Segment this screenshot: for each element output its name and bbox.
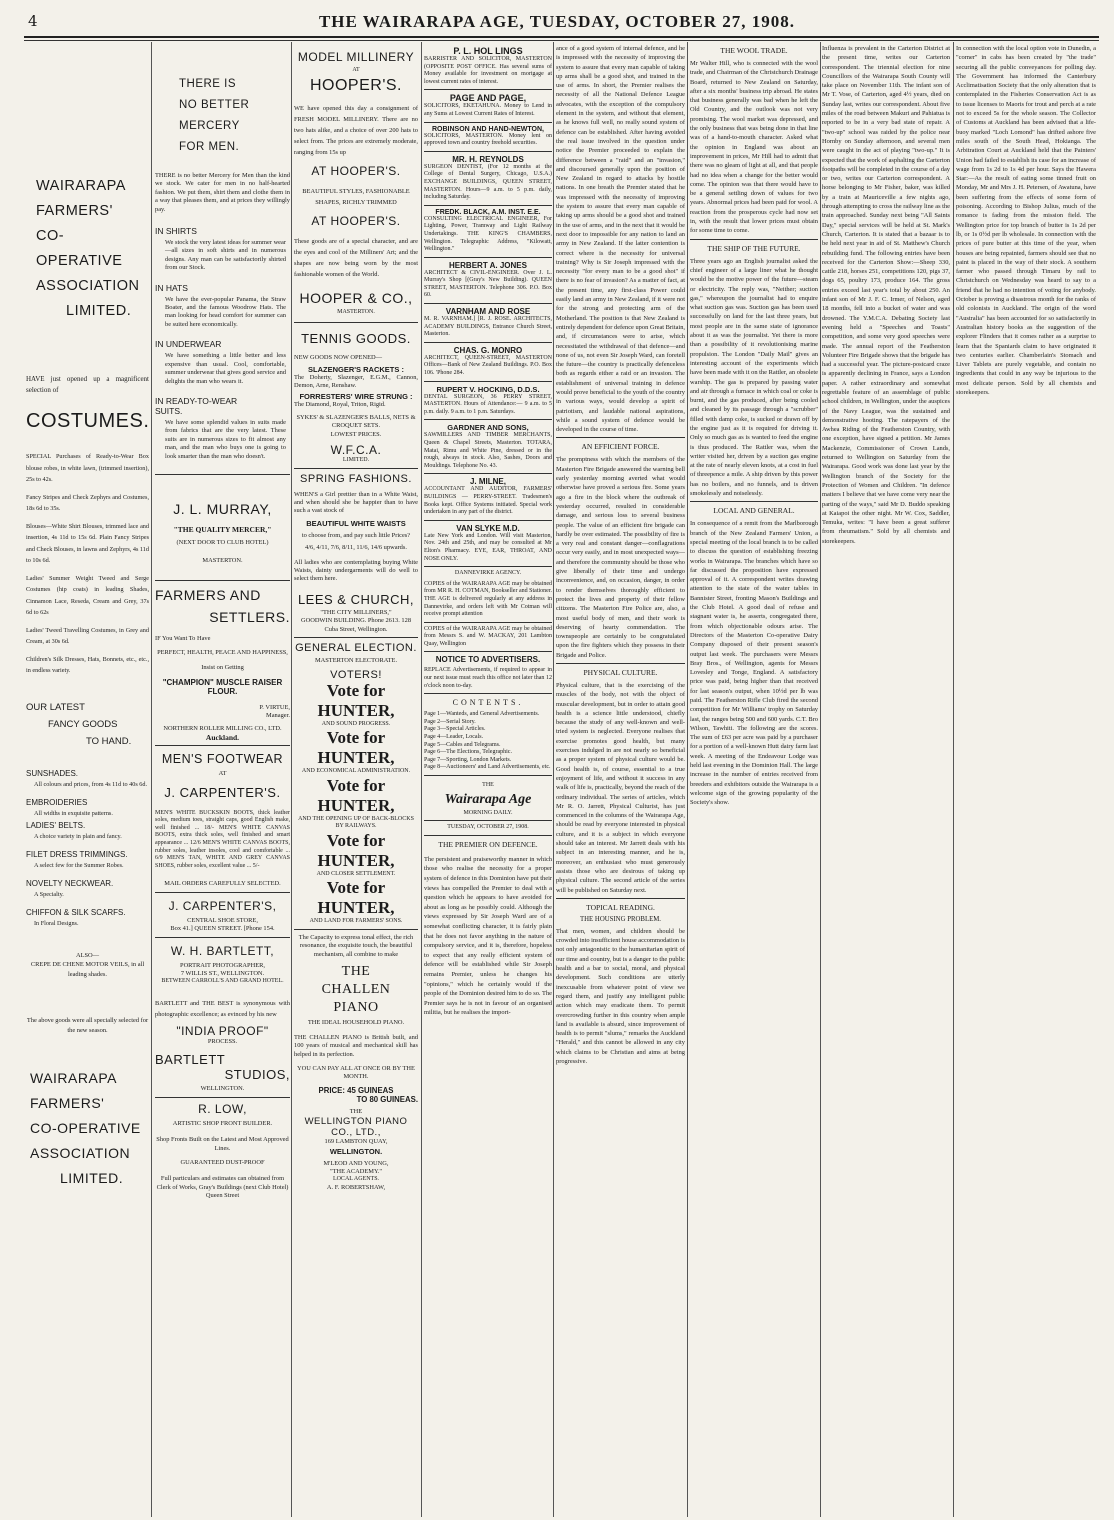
also-label: ALSO— (75, 951, 100, 959)
ship-future-heading: THE SHIP OF THE FUTURE. (707, 243, 801, 253)
farmers-heading: FARMERS AND (155, 586, 261, 603)
column-divider (151, 42, 152, 1517)
champion-flour: "CHAMPION" MUSCLE RAISER FLOUR. (162, 677, 283, 696)
masthead-rule (24, 36, 1099, 38)
spring-fashions-heading: SPRING FASHIONS. (300, 472, 412, 485)
notice-advertisers-heading: NOTICE TO ADVERTISERS. (435, 655, 541, 665)
costumes-intro: HAVE just opened up a magnificent selection of (26, 375, 149, 394)
column-professional-cards: P. L. HOL LINGS BARRISTER AND SOLICITOR, MASTERTON (OPPOSITE POST OFFICE. Has several sums of Money available for investment on mortgage at lowest current rates of interest. PAGE AND PAGE, SOLICITORS, EKETAHUNA. Money to Lend in any Sums at Lowest Current Rates of Interest. ROBINSON AND HAND-NEWTON, SOLICITORS, MASTERTON. Money lent on approved town and country freehold securities. MR. H. REYNOLDS SURGEON DENTIST, (For 12 months at the College of Dental Surgery, Chicago, U.S.A.) EXCHANGE BUILDINGS, QUEEN STREET, MASTERTON. Hours—9 a.m. to 5 p.m. daily, including Saturday. FREDK. BLACK, A.M. INST. E.E. CONSULTING ELECTRICAL ENGINEER, For Lighting, Power, Tramway and Light Railway Undertakings. THE KING'S CHAMBERS, Wellington. Telegraphic Address, "Kilowatt, Wellington." HERBERT A. JONES ARCHITECT & CIVIL-ENGINEER. Over J. L. Murray's Shop [(Gray's New Building). QUEEN STREET, MASTERTON. Telephone 306. P.O. Box 60. VARNHAM AND ROSE M. R. VARNHAM.] [R. J. ROSE. ARCHITECTS, ACADEMY BUILDINGS, Entrance Church Street, Masterton. CHAS. G. MONRO ARCHITECT, QUEEN-STREET, MASTERTON Offices—Bank of New Zealand Buildings. P.O. Box 106. 'Phone 284. RUPERT V. HOCKING, D.D.S. DENTAL SURGEON, 36 PERRY STREET, MASTERTON. Hours of Attendance:— 9 a.m. to 5 p.m. daily. 9 a.m. to 1 p.m. Saturdays. GARDNER AND SONS, SAWMILLERS AND TIMBER MERCHANTS, Queen & Chapel Streets, Masterton. TOTARA, Matai, Rimu and White Pine, dressed or in the rough, always in stock. Also, Sashes, Doors and Mouldings. Telephone No. 43. J. MILNE, ACCOUNTANT AND AUDITOR, FARMERS' BUILDINGS — PERRY-STREET. Tradesmen's Books kept. Office Systems initiated. Special work undertaken in any part of the district. VAN SLYKE M.D. Late New York and London. Will visit Masterton, Nov. 24th and 25th, and may be consulted at Mr Elton's Pharmacy. EYE, EAR, THROAT, AND NOSE ONLY. DANNEVIRKE AGENCY. COPIES of the WAIRARAPA AGE may be obtained from MR R. H. COTMAN, Bookseller and Stationer. THE AGE is delivered regularly at any address in Dannevirke, and orders left with Mr Cotman will receive prompt attention COPIES of the WAIRARAPA AGE may be obtained from Messrs S. and W. MACKAY, 201 Lambton Quay, Wellington NOTICE TO ADVERTISERS. REPLACE Advertisements, if required to appear in our next issue must reach this office not later than 12 o'clock noon to-day. CONTENTS. Page 1—Wanteds, and General Advertisements. Page 2—Serial Story. Page 3—Special Articles. Page 4—Leader, Locals. Page 5—Cables and Telegrams. Page 6—The Elections, Telegraphic. Page 7—Sporting, London Markets. Page 8—Auctioneers' and Land Advertisements, etc. THE Wairarapa Age MORNING DAILY. TUESDAY, OCTOBER 27, 1908. THE PREMIER ON DEFENCE. The persistent and praiseworthy manner in which those who realise the necessity for a proper system of defence in this Dominion have put their views has compelled the Premier to deal with a question which he appears to have avoided for about as long as he possibly could. Although the views expressed by Sir Joseph Ward are of a somewhat conflicting character, it is fairly plain that he does not favor anything in the nature of compulsory service, and it is, therefore, hopeless to expect that any really efficient system of defence will be established while Sir Joseph remains Premier, unless he changes his "opinions," which he certainly would if the people of the Dominion desired him to do so. The Premier says he is not in favour of an organised militia, but he realises the import- (424, 46, 552, 1017)
local-items-body: Influenza is prevalent in the Carterton District at the present time, writes our Carterton correspondent. The triennial election for nine Councillors of the Wairarapa South County will take place on November 11th. The infant son of Mr T. Vose, of Carterton, aged 4½ years, died on Sunday last, writes our correspondent. About five miles of the road between Makuri and Pahiatua is reported to be in a very bad state of repair. A "two-up" school was raided by the police near Hornby on Sunday afternoon, and several men were caught in the act of playing "two-up." It is expected that the work of asphalting the Carterton footpaths will be completed in the course of a day or two, writes our Carterton correspondent. A horse belonging to Mr Fisher, baker, was killed by a train at Mauriceville a few nights ago, through attempting to cross the railway line as the train approached. Sunday next being "All Saints Day," special services will be held at St. Mark's Church, Carterton. It is stated that a bazaar is to be held next year in aid of St. Matthew's Church rebuilding fund. The following entries have been received for the Carterton Show:—Sheep 330, cattle 218, horses 251, competitions 120, pigs 37, dogs 65, poultry 173, produce 164. The gross entries exceed last year's total by about 250. An infant son of Mr J. F. C. Irmer, of Nelson, aged 18 months, fell into a bucket of water and was drowned. The Y.M.C.A. Debating Society last evening held a "Speeches and Toasts" competition, and some very good speeches were made. The annual report of the Featherston Volunteer Fire Brigade shows that the brigade has had a successful year. The picture-postcard craze is apparently declining in France, says a London paper. A rather extraordinary and somewhat regrettable feature of an assemblage of public school children, in Wellington, under the auspices of the Navy League, was the sustained and demonstrative hooting. The ratepayers of the Awhea Riding of the Featherston Country, with one exception, have signed a petition. Mr James Mackenzie, Commissioner of Crown Lands, returned to Wellington on Saturday from the Wairarapa. Good work was done last year by the Wellington branch of the Society for the Protection of Women and Children. "In defence matters I believe that we have come very near the parting of the ways," said Mr D. Buddo speaking at Kaiapoi the other night. Mr W. Cox, Saddler, Temuka, writes: "I have been a great sufferer from rheumatism." Sold by all chemists and storekeepers. (822, 45, 950, 545)
column-divider (553, 42, 554, 1517)
column-news-items (956, 44, 1096, 397)
efficient-force-heading: AN EFFICIENT FORCE. (581, 442, 660, 452)
tennis-heading: TENNIS GOODS. (301, 331, 411, 347)
mercery-headline: THERE IS NO BETTER MERCERY FOR MEN. (179, 78, 250, 153)
low-name: R. LOW, (198, 1101, 247, 1116)
leader-heading: THE PREMIER ON DEFENCE. (438, 839, 538, 849)
millinery-heading: MODEL MILLINERY (297, 50, 415, 64)
fancy-goods-list: SUNSHADES. All colours and prices, from 4s 11d to 40s 6d. EMBROIDERIES All widths in exquisite patterns. LADIES' BELTS. A choice variety in plain and fancy. FILET DRESS TRIMMINGS. A select few for the Summer Robes. NOVELTY NECKWEAR. A Specialty. CHIFFON & SILK SCARFS. In Floral Designs. (26, 768, 148, 927)
physical-culture-heading: PHYSICAL CULTURE. (583, 668, 658, 677)
footwear-list: MEN'S WHITE BUCKSKIN BOOTS, thick leather soles, medium toes, straight caps, good English make, well finished ... 18/- MEN'S WHITE CANVAS BOOTS, extra thick soles, well finished and smart appearance ... 12/6 MEN'S WHITE CANVAS BOOTS, rubber soles, leather insoles, cool and comfortable ... 6/9 MEN'S TAN, WHITE AND GREY CANVAS SHOES, rubber soles, excellent value ... 5/- (155, 809, 290, 869)
challen-piano-heading: THE CHALLEN PIANO (321, 964, 391, 1016)
wool-trade-heading: THE WOOL TRADE. (720, 46, 788, 55)
advert-wfca-footer: WAIRARAPA FARMERS' CO-OPERATIVE ASSOCIATION LIMITED. (30, 1069, 141, 1186)
leader-continued: ance of a good system of internal defence, and he is impressed with the necessity of improving the system to assure that every man capable of taking up arms shall be a good shot, and trained in the use of arms. In short, the Premier realises the necessity of all the National Defence League advocates, with the exception of the compulsory element in the system, and without that element, as he knows full well, no really sound system of defence can be established. After having avoided the real issue involved in the question under notice the Premier proceeded to explain the difference between a "raid" and an "invasion," and discoursed generally upon the position of New Zealand in regard to attacks by hostile nations. In one breath the Premier stated that he was impressed with the necessity of improving the system to assure that every man capable of taking up arms should be a good shot and trained in the use of arms, and in the next that it would be next door to impossible for any nation to land an army in New Zealand. If the latter contention is correct where is the necessity for universal training? Why is Sir Joseph impressed with the necessity "for every man to be a good shot" if there is no fear of invasion? As a matter of fact, at the present time, any first-class Power could easily land an army in New Zealand, if it were not for the strong and protecting arm of the Motherland. The position is that New Zealand is entirely dependent for defence upon Great Britain, and, if circumstances were to arise, which necessitated the withdrawal of that defence—and none of us, not even Sir Joseph Ward, can foretell the future—the country is practically defenceless both as regards either a raid or an invasion. The establishment of universal training in defence would prove beneficial to the youth of the country in various ways, would develop a spirit of patriotism, and laudable national aspirations, while a sound system of defence would be developed in the course of time. (556, 45, 685, 434)
column-divider (291, 42, 292, 1517)
costumes-list: SPECIAL Purchases of Ready-to-Wear Box blouse robes, in white lawn, (trimmed insertion), 25s to 42s. Fancy Stripes and Check Zephyrs and Costumes, 18s 6d to 35s. Blouses—White Shirt Blouses, trimmed lace and insertion, 4s 11d to 15s 6d. Plain Fancy Stripes and Check Blouses, in lawns and Zephyrs, 4s 11d to 10s 6d. Ladies' Summer Weight Tweed and Serge Costumes (hip coats) in leading Shades, Cinnamon Lace, Reseda, Cream and Grey, 37s 6d to 62s Ladies' Tweed Travelling Costumes, in Grey and Cream, at 30s 6d. Children's Silk Dresses, Hats, Bonnets, etc., etc., in endless variety. (26, 453, 149, 674)
column-wool-trade: THE WOOL TRADE. Mr Walter Hill, who is connected with the wool trade, and Chairman of the Christchurch Drainage Board, returned to New Zealand on Saturday, after a six months' business trip abroad. He states that business generally was bad when he left the Old Country, and the outlook was not very promising. The wool market was depressed, and the only business that was being done in that line was of a hand-to-mouth character. Asked what the opinion in England was about an improvement in prices, Mr Hill had to admit that there was no gleam of light at all, and that people had no idea when a change for the better would come. The opinion was that there would have to be a general settling down of values for two years. Abnormal prices had been paid for wool. A reaction from the prosperous cycle had now set in, with the result that lower prices must obtain for some time to come. THE SHIP OF THE FUTURE. Three years ago an English journalist asked the chief engineer of a large liner what he thought would be the motive power of the future—steam or electricity. The reply was, "Neither; suction gas," whereupon the journalist had to enquire what suction gas was. Suction gas has been used successfully on land for the last three years, but most people are in the same state of ignorance about it as was the journalist. Yet there is more than a possibility of it revolutionising marine propulsion. The London "Daily Mail" gives an interesting account of the experiments which have been made with it on the Rattler, an obsolete warship. The gas is prepared by passing water and air through a furnace in which coal or coke is burnt, and the gas produced, after being cooled and cleaned by its passage through a "scrubber" filled with damp coke, is sucked or drawn off by the engine just as it is required for driving it. Only so much gas as is wanted to feed the engine is thus produced. The Rattler was, when the writer visited her, driven by a suction gas engine at the rate of nearly eleven knots, at a cost in fuel of threepence a mile. A ship driven by this power has no boilers, and no funnels, and is driven smokelessly and noiselessly. LOCAL AND GENERAL. In consequence of a remit from the Marlborough branch of the New Zealand Farmers' Union, a special meeting of the local branch is to be called to discuss the question of establishing freezing works in Wairarapa. The branches which have so far discussed the proposition have expressed approval of it. A correspondent writes drawing attention to the state of the water tables in Bannister Street, fronting Mason's Buildings and the Club Hotel. A good deal of refuse and stagnant water is, he asserts, congregated there, from which objectionable odours arise. The Directors of the Masterton Co-operative Dairy Company disposed of their present season's output last week. The purchasers were Messrs Bray Bros., of Wellington, agents for Messrs Lovesley and Tonge, England. A satisfactory price was paid, being higher than that received for last season's output, when 10½d per lb was paid. The Featherston Rifle Club fired the second competition for Mr Williams' trophy on Saturday last, the ranges being 500 and 600 yards. C.T. Bro Wilson, Tawhiti. The following are the scores. The sum of £63 per acre was paid by a purchaser for a portion of a well-known Hutt dairy farm last week. A meeting of the Endeavour Lodge was held last evening in the Dominion Hall. The large increase in the number of entries received from breeders and exhibitors outside the Wairarapa is a welcome sign of the growing popularity of the Society's show. (690, 46, 818, 807)
vote-hunter-list: Vote for HUNTER, AND SOUND PROGRESS. Vote for HUNTER, AND ECONOMICAL ADMINISTRATION. Vote for HUNTER, AND THE OPENING UP OF BACK-BLOCKS BY RAILWAYS. Vote for HUNTER, AND CLOSER SETTLEMENT. Vote for HUNTER, AND LAND FOR FARMERS' SONS. (298, 680, 414, 925)
column-divider (820, 42, 821, 1517)
page-number: 4 (28, 12, 38, 30)
professional-cards: P. L. HOL LINGS BARRISTER AND SOLICITOR, MASTERTON (OPPOSITE POST OFFICE. Has several sums of Money available for investment on mortgage at lowest current rates of interest. PAGE AND PAGE, SOLICITORS, EKETAHUNA. Money to Lend in any Sums at Lowest Current Rates of Interest. ROBINSON AND HAND-NEWTON, SOLICITORS, MASTERTON. Money lent on approved town and country freehold securities. MR. H. REYNOLDS SURGEON DENTIST, (For 12 months at the College of Dental Surgery, Chicago, U.S.A.) EXCHANGE BUILDINGS, QUEEN STREET, MASTERTON. Hours—9 a.m. to 5 p.m. daily, including Saturday. FREDK. BLACK, A.M. INST. E.E. CONSULTING ELECTRICAL ENGINEER, For Lighting, Power, Tramway and Light Railway Undertakings. THE KING'S CHAMBERS, Wellington. Telegraphic Address, "Kilowatt, Wellington." HERBERT A. JONES ARCHITECT & CIVIL-ENGINEER. Over J. L. Murray's Shop [(Gray's New Building). QUEEN STREET, MASTERTON. Telephone 306. P.O. Box 60. VARNHAM AND ROSE M. R. VARNHAM.] [R. J. ROSE. ARCHITECTS, ACADEMY BUILDINGS, Entrance Church Street, Masterton. CHAS. G. MONRO ARCHITECT, QUEEN-STREET, MASTERTON Offices—Bank of New Zealand Buildings. P.O. Box 106. 'Phone 284. RUPERT V. HOCKING, D.D.S. DENTAL SURGEON, 36 PERRY STREET, MASTERTON. Hours of Attendance:— 9 a.m. to 5 p.m. daily. 9 a.m. to 1 p.m. Saturdays. GARDNER AND SONS, SAWMILLERS AND TIMBER MERCHANTS, Queen & Chapel Streets, Masterton. TOTARA, Matai, Rimu and White Pine, dressed or in the rough, always in stock. Also, Sashes, Doors and Mouldings. Telephone No. 43. J. MILNE, ACCOUNTANT AND AUDITOR, FARMERS' BUILDINGS — PERRY-STREET. Tradesmen's Books kept. Office Systems initiated. Special work undertaken in any part of the district. VAN SLYKE M.D. Late New York and London. Will visit Masterton, Nov. 24th and 25th, and may be consulted at Mr Elton's Pharmacy. EYE, EAR, THROAT, AND NOSE ONLY. (424, 46, 552, 567)
newspaper-title: THE WAIRARAPA AGE, TUESDAY, OCTOBER 27, 1908. (318, 12, 796, 31)
column-leader: ance of a good system of internal defence, and he is impressed with the necessity of improving the system to assure that every man capable of taking up arms shall be a good shot, and trained in the use of arms. In short, the Premier realises the necessity of all the National Defence League advocates, with the exception of the compulsory element in the system, and without that element, as he knows full well, no really sound system of defence can be established. After having avoided the real issue involved in the question under notice the Premier proceeded to explain the difference between a "raid" and an "invasion," and discoursed generally upon the position of New Zealand in regard to attacks by hostile nations. In one breath the Premier stated that he was impressed with the necessity of improving the system to assure that every man capable of taking up arms should be a good shot and trained in the use of arms, and in the next that it would be next door to impossible for any nation to land an army in New Zealand. If the latter contention is correct where is the necessity for universal training? Why is Sir Joseph impressed with the necessity "for every man to be a good shot" if there is no fear of invasion? As a matter of fact, at the present time, any first-class Power could easily land an army in New Zealand, if it were not for the strong and protecting arm of the Motherland. The position is that New Zealand is entirely dependent for defence upon Great Britain, and, if circumstances were to arise, which necessitated the withdrawal of that defence—and none of us, not even Sir Joseph Ward, can foretell the future—the country is practically defenceless both as regards either a raid or an invasion. The establishment of universal training in defence would prove beneficial to the youth of the country in various ways, would develop a spirit of patriotism, and laudable national aspirations, while a sound system of defence would be developed in the course of time. AN EFFICIENT FORCE. The promptness with which the members of the Masterton Fire Brigade answered the warning bell early yesterday morning averted what would otherwise have proved a serious fire. Some years ago a fire in the block where the outbreak of yesterday occurred, resulted in considerable damage, and serious loss to several business people. The value of an efficient fire brigade can hardly be over estimated. The possibility of fire is a very real and constant danger—conflagrations occur very easily, and in most unexpected ways—and therefore the community should be those who give liberally of their time and undergo inconvenience, and, on occasion, danger, in order to render themselves thoroughly efficient to protect the lives and property of their fellow citizens. The Masterton Fire Police are, also, a most useful body of men, and their work is deserving of hearty commendation. The townspeople are certainly to be congratulated upon the fire fighters which they possess in their Brigade and Police. PHYSICAL CULTURE. Physical culture, that is the exercising of the muscles of the body, not with the object of muscular development, but in order to attain good health is a science little understood, chiefly because the study of any well-known and well-tried system is neglected. Everyone realises that exercise promotes good health, but many exercises indulged in are not nearly so beneficial as a proper system of physical culture would be. Good health is, of course, essential to a true enjoyment of life, and without it success in any walk of life is, practically, beyond the reach of the ordinary individual. The series of articles, which Mr R. O. Jarrett, Physical Culturist, has just commenced in the columns of the Wairarapa Age, should be read by everyone interested in physical culture, and it is a subject in which everyone should take an interest. Mr Jarrett deals with his subject in an interesting manner, and he is, moreover, an enthusiast who must generously assists those who are desirous of taking up physical culture. The second article of the series will be published on Saturday next. TOPICAL READING. THE HOUSING PROBLEM. That men, women, and children should be crowded into insufficient house accommodation is not only antagonistic to the humanitarian spirit of our time and country, but is a danger to the public health and a bar to social, moral, and physical development. Such conditions are utterly inexcusable from whatever point of view we regard them, and justify any intelligent public action which may eradicate them. To permit overcrowding further in this country when ample land is available is absurd, since improvement of health is to permit "slums," remarks the Auckland "Herald," and this cannot be allowed in any city which claims to be Christian and aims at being progressive. (556, 45, 685, 1065)
mercery-intro: THERE is no better Mercery for Men than the kind we stock. We cater for men in no half-hearted fashion. We put them, shirt them and clothe them in a way that pleases them, and at prices they willingly pay. (155, 172, 290, 213)
column-mercery: THERE IS NO BETTER MERCERY FOR MEN. THERE is no better Mercery for Men than the kind we stock. We cater for men in no half-hearted fashion. We put them, shirt them and clothe them in a way that pleases them, and at prices they willingly pay. IN SHIRTS We stock the very latest ideas for summer wear—all sizes in soft shirts and in numerous designs. Any man can be satisfactorily shirted from our Stock. IN HATS We have the ever-popular Panama, the Straw Boater, and the famous Woodrow Hats. The man looking for head comfort for summer can be suited here economically. IN UNDERWEAR We have something a little better and less expensive than usual. Cool, comfortable, summer underwear that gives good service and delights the man who wears it. IN READY-TO-WEAR SUITS. We have some splendid values in suits made from fabrics that are the very latest. These suits are in numerous sizes to fit almost any man, and the man who buys one is going to look smarter than the man who doesn't. J. L. MURRAY, "THE QUALITY MERCER," (NEXT DOOR TO CLUB HOTEL) MASTERTON. FARMERS AND SETTLERS. IF You Want To Have PERFECT, HEALTH, PEACE AND HAPPINESS, Insist on Getting "CHAMPION" MUSCLE RAISER FLOUR. P. VIRTUE, Manager. NORTHERN ROLLER MILLING CO., LTD. Auckland. MEN'S FOOTWEAR AT J. CARPENTER'S. MEN'S WHITE BUCKSKIN BOOTS, thick leather soles, medium toes, straight caps, good English make, well finished ... 18/- MEN'S WHITE CANVAS BOOTS, extra thick soles, well finished and smart appearance ... 12/6 MEN'S WHITE CANVAS BOOTS, rubber soles, leather insoles, cool and comfortable ... 6/9 MEN'S TAN, WHITE AND GREY CANVAS SHOES, rubber soles, excellent value ... 5/- MAIL ORDERS CAREFULLY SELECTED. J. CARPENTER'S, CENTRAL SHOE STORE, Box 41.] QUEEN STREET. [Phone 154. W. H. BARTLETT, PORTRAIT PHOTOGRAPHER, 7 WILLIS ST., WELLINGTON. BETWEEN CARROLL'S AND GRAND HOTEL. BARTLETT and THE BEST is synonymous with photographic excellence; as evinced by his new "INDIA PROOF" PROCESS. BARTLETT STUDIOS, WELLINGTON. R. LOW, ARTISTIC SHOP FRONT BUILDER. Shop Fronts Built on the Latest and Most Approved Lines. GUARANTEED DUST-PROOF Full particulars and estimates can obtained from Clerk of Works, Gray's Buildings (next Club Hotel) Queen Street (155, 44, 290, 1201)
bartlett-name: W. H. BARTLETT, (170, 943, 275, 958)
contents-heading: CONTENTS. (452, 698, 524, 708)
news-items-body: In connection with the local option vote in Dunedin, a "corner" in cabs has been created by "the trade" securing all the public conveyances for polling day. The Government has informed the Canterbury Acclimatisation Society that the only alteration that is contemplated in the Fisheries Conservation Act is as to issue licenses to Maoris for trout and perch at a rate not to exceed 5s for the whole season. The Collector of Customs at Auckland has been advised that a life-buoy marked "Loch Lomond" has drifted ashore five miles south of the South Head, Hokianga. The Arbitration Court at Auckland held that the Painters' Union had failed to establish its case for an increase of wage from 1s 2d to 1s 4d per hour. Says the Hawera Star:—As the result of eating some tinned fruit on Monday, Mr and Mrs J. H. Petersen, of Awatuna, have been suffering from the effects of some form of poisoning. According to Bishop Julius, much of the romance is fading from the mission field. The Wellington price for top branch of butter is 1s 2d per lb, or 1s 0½d per lb wholesale. In connection with the prices of pure butter at this time of the year, when houses are being repainted, farmers should see that no paint is placed in the way of their stock. A southern farmer who passed through Timaru by rail to Christchurch on Wednesday was heard to say to a friend that he had no intention of voting for anybody. October is proving a disastrous month for the ranks of old colonists in Auckland. The origin of the word "Australia" has been accounted for so satisfactorily in Australian history books as the suggestion of the explorer Flinders that it comes rather as a surprise to learn that the Spaniards claim to have originated it two centuries earlier. Chamberlain's Stomach and Liver Tablets are purely vegetable, and contain no ingredients that could in any way be injurious to the most delicate person. Sold by all chemists and storekeepers. (956, 45, 1096, 396)
fancy-goods-heading: OUR LATEST FANCY GOODS TO HAND. (26, 701, 132, 747)
local-general-heading: LOCAL AND GENERAL. (713, 506, 795, 516)
leader-body: The persistent and praiseworthy manner in which those who realise the necessity for a proper system of defence in this Dominion have put their views has compelled the Premier to deal with a question which he appears to have avoided for about as long as he possibly could. Although the views expressed by Sir Joseph Ward are of a somewhat conflicting character, it is fairly plain that he does not favor anything in the nature of compulsory service, and it is, therefore, hopeless to expect that any really efficient system of defence will be established while Sir Joseph remains Premier, unless he changes his "opinions," which he certainly would if the people of the Dominion desired him to do so. The Premier says he is not in favour of an organised militia, but he realises the import- (424, 855, 552, 1017)
selection-note: The above goods were all specially selected for the new season. (26, 1016, 149, 1034)
column-hooper-hunter: MODEL MILLINERY AT HOOPER'S. WE have opened this day a consignment of FRESH MODEL MILLINERY. There are no two hats alike, and a choice of over 200 hats to select from. The prices are extremely moderate, ranging from 15s up AT HOOPER'S. BEAUTIFUL STYLES, FASHIONABLE SHAPES, RICHLY TRIMMED AT HOOPER'S. These goods are of a special character, and are the eyes and cool of the Milliners' Art; and the shapes are now being worn by the most fashionable women of the World. HOOPER & CO., MASTERTON. TENNIS GOODS. NEW GOODS NOW OPENED— SLAZENGER'S RACKETS : The Doherty, Slazenger, E.G.M., Cannon, Demon, Arne, Renshaw. FORRESTERS' WIRE STRUNG : The Diamond, Royal, Triton, Rigid. SYKES' & SLAZENGER'S BALLS, NETS & CROQUET SETS. LOWEST PRICES. W.F.C.A. LIMITED. SPRING FASHIONS. WHEN'S a Girl prettier than in a White Waist, and when should she be happier than to have such a vast stock of BEAUTIFUL WHITE WAISTS to choose from, and pay such little Prices? 4/6, 4/11, 7/6, 8/11, 11/6, 14/6 upwards. All ladies who are contemplating buying White Waists, dainty undergarments will do well to select them here. LEES & CHURCH, "THE CITY MILLINERS," GOODWIN BUILDING. Phone 2613. 128 Cuba Street, Wellington. GENERAL ELECTION. MASTERTON ELECTORATE. VOTERS! Vote for HUNTER, AND SOUND PROGRESS. Vote for HUNTER, AND ECONOMICAL ADMINISTRATION. Vote for HUNTER, AND THE OPENING UP OF BACK-BLOCKS BY RAILWAYS. Vote for HUNTER, AND CLOSER SETTLEMENT. Vote for HUNTER, AND LAND FOR FARMERS' SONS. The Capacity to express tonal effect, the rich resonance, the exquisite touch, the beautiful mechanism, all combine to make THE CHALLEN PIANO THE IDEAL HOUSEHOLD PIANO. THE CHALLEN PIANO is British built, and 100 years of musical and mechanical skill has helped in its perfection. YOU CAN PAY ALL AT ONCE OR BY THE MONTH. PRICE: 45 GUINEAS TO 80 GUINEAS. THE WELLINGTON PIANO CO., LTD., 169 LAMBTON QUAY, WELLINGTON. M'LEOD AND YOUNG, "THE ACADEMY." LOCAL AGENTS. A. F. ROBERTSHAW, (294, 50, 418, 1191)
masthead (0, 12, 1114, 34)
column-divider (421, 42, 422, 1517)
column-local-items (822, 44, 950, 546)
advert-wfca-header: WAIRARAPA FARMERS' CO-OPERATIVE ASSOCIATION LIMITED. (36, 178, 140, 319)
topical-reading-heading: TOPICAL READING. (586, 902, 655, 912)
column-wfca-costumes (26, 44, 149, 1191)
masthead-rule-thin (24, 40, 1099, 41)
wairarapa-age-nameplate: Wairarapa Age (444, 791, 532, 807)
contents-list: Page 1—Wanteds, and General Advertisements. Page 2—Serial Story. Page 3—Special Articles. Page 4—Leader, Locals. Page 5—Cables and Telegrams. Page 6—The Elections, Telegraphic. Page 7—Sporting, London Markets. Page 8—Auctioneers' and Land Advertisements, etc. (424, 711, 551, 771)
column-divider (953, 42, 954, 1517)
election-heading: GENERAL ELECTION. (295, 642, 417, 655)
crepe-veils: CREPE DE CHENE MOTOR VEILS, in all leading shades. (30, 960, 145, 978)
footwear-heading: MEN'S FOOTWEAR (161, 752, 284, 767)
costumes-heading: COSTUMES. (26, 410, 149, 432)
murray-name: J. L. MURRAY, (173, 500, 272, 517)
column-divider (687, 42, 688, 1517)
